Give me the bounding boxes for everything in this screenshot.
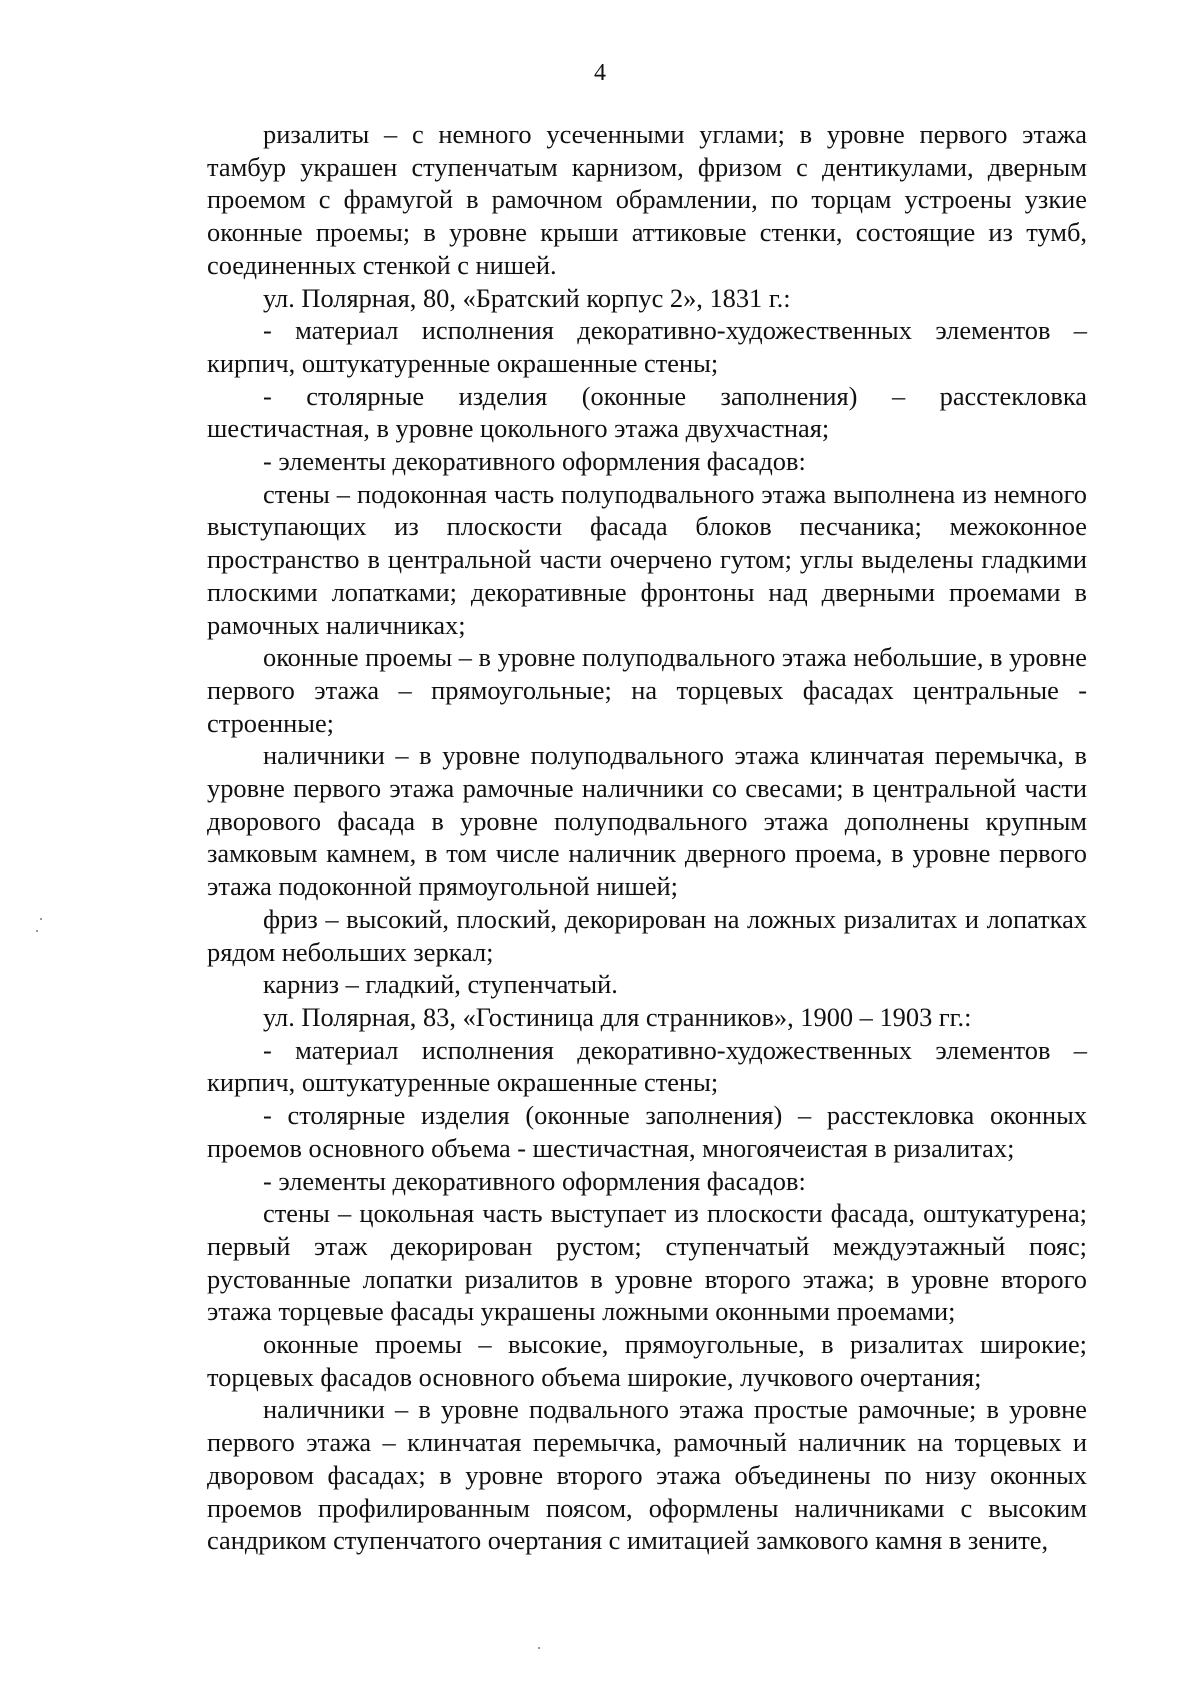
paragraph: стены – цокольная часть выступает из плоскости фасада, оштукатурена; первый этаж декорирован рустом; ступенчатый междуэтажный пояс; рустованные лопатки ризалитов в уровне второго этажа; в уровне второго этажа торцевые фасады украшены ложными оконными проемами; [207, 1198, 1087, 1327]
body-text [207, 118, 1087, 1557]
scan-speck [40, 918, 42, 920]
page-number: 4 [594, 60, 606, 86]
paragraph: карниз – гладкий, ступенчатый. [263, 969, 618, 1000]
paragraph: - элементы декоративного оформления фасадов: [263, 446, 806, 477]
paragraph: - столярные изделия (оконные заполнения) – расстекловка оконных проемов основного объема - шестичастная, многоячеистая в ризалитах; [207, 1100, 1087, 1163]
paragraph: фриз – высокий, плоский, декорирован на ложных ризалитах и лопатках рядом небольших зеркал; [207, 903, 1087, 967]
paragraph: оконные проемы – в уровне полуподвального этажа небольшие, в уровне первого этажа – прямоугольные; на торцевых фасадах центральные - строенные; [207, 642, 1087, 738]
paragraph: - материал исполнения декоративно-художественных элементов – кирпич, оштукатуренные окрашенные стены; [207, 315, 1087, 378]
paragraph: - материал исполнения декоративно-художественных элементов – кирпич, оштукатуренные окрашенные стены; [207, 1034, 1087, 1098]
paragraph: ул. Полярная, 83, «Гостиница для странников», 1900 – 1903 гг.: [263, 1001, 972, 1032]
paragraph: наличники – в уровне полуподвального этажа клинчатая перемычка, в уровне первого этажа рамочные наличники со свесами; в центральной части дворового фасада в уровне полуподвального этажа дополнены крупным замковым камнем, в том числе наличник дверного проема, в уровне первого этажа подоконной прямоугольной нишей; [207, 740, 1087, 902]
scan-speck [538, 1647, 540, 1649]
paragraph: ул. Полярная, 80, «Братский корпус 2», 1831 г.: [263, 282, 791, 313]
paragraph: наличники – в уровне подвального этажа простые рамочные; в уровне первого этажа – клинчатая перемычка, рамочный наличник на торцевых и дворовом фасадах; в уровне второго этажа объединены по низу оконных проемов профилированным поясом, оформлены наличниками с высоким сандриком ступенчатого очертания с имитацией замкового камня в зените, [207, 1394, 1087, 1556]
paragraph: ризалиты – с немного усеченными углами; в уровне первого этажа тамбур украшен ступенчатым карнизом, фризом с дентикулами, дверным проемом с фрамугой в рамочном обрамлении, по торцам устроены узкие оконные проемы; в уровне крыши аттиковые стенки, состоящие из тумб, соединенных стенкой с нишей. [207, 119, 1087, 280]
paragraph: - элементы декоративного оформления фасадов: [263, 1165, 806, 1196]
scan-speck [36, 930, 38, 932]
paragraph: - столярные изделия (оконные заполнения) – расстекловка шестичастная, в уровне цокольного этажа двухчастная; [207, 380, 1087, 444]
paragraph: оконные проемы – высокие, прямоугольные, в ризалитах широкие; торцевых фасадов основного объема широкие, лучкового очертания; [207, 1329, 1087, 1392]
paragraph: стены – подоконная часть полуподвального этажа выполнена из немного выступающих из плоскости фасада блоков песчаника; межоконное пространство в центральной части очерчено гутом; углы выделены гладкими плоскими лопатками; декоративные фронтоны над дверными проемами в рамочных наличниках; [207, 478, 1087, 640]
